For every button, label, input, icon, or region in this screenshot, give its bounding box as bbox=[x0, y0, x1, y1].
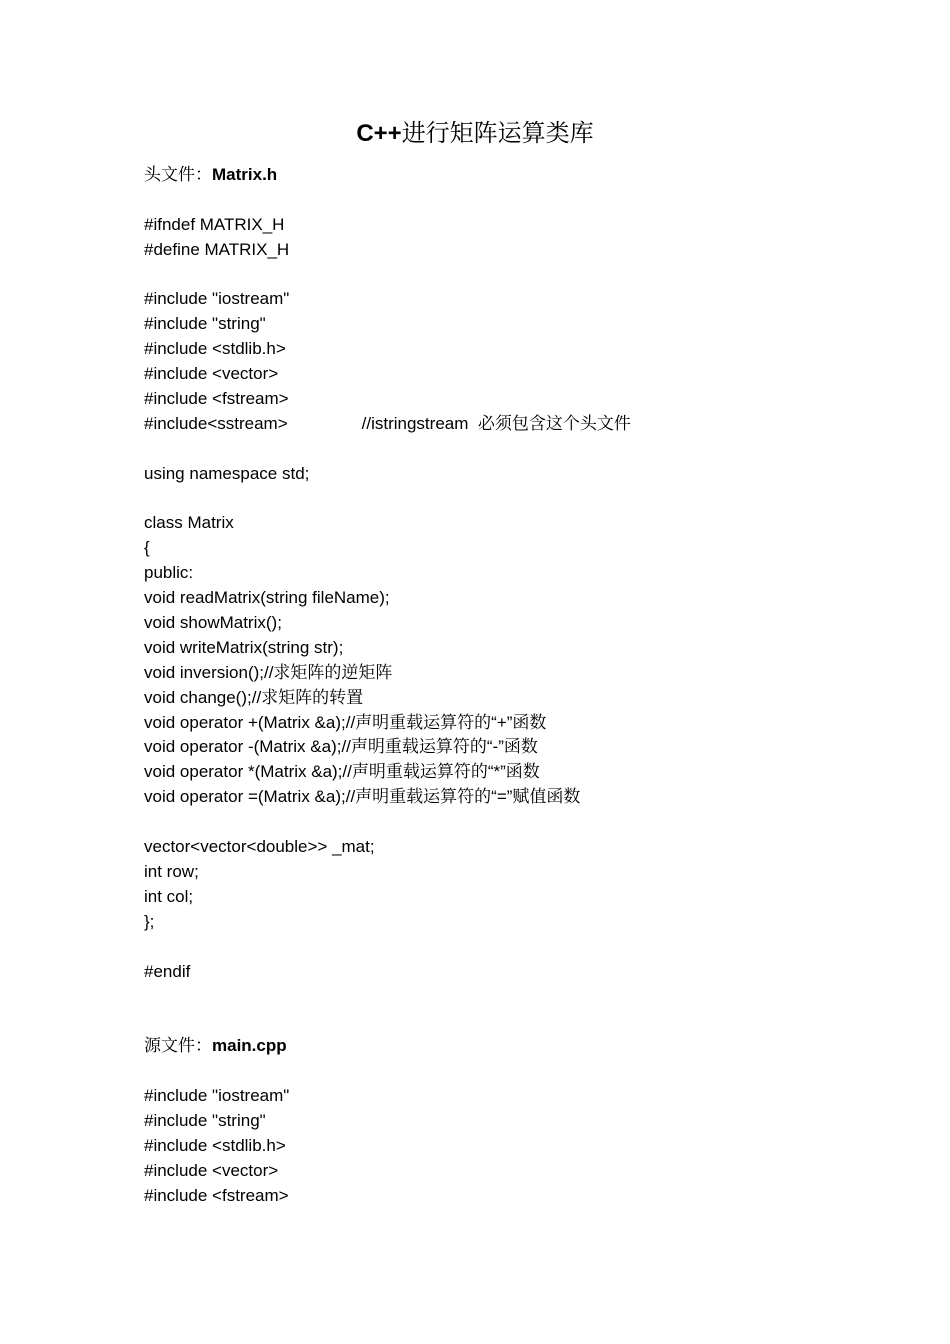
blank-line bbox=[144, 984, 864, 1009]
blank-line bbox=[144, 1009, 864, 1034]
code-line: void operator =(Matrix &a);//声明重载运算符的“=”赋值函数 bbox=[144, 787, 581, 807]
code-line: #include "string" bbox=[144, 314, 266, 334]
header-file-label: 头文件： bbox=[144, 165, 212, 184]
code-line: void operator +(Matrix &a);//声明重载运算符的“+”函数 bbox=[144, 712, 547, 732]
code-line: #include "iostream" bbox=[144, 1085, 290, 1105]
code-line: #include <stdlib.h> bbox=[144, 339, 286, 359]
blank-line bbox=[144, 935, 864, 960]
code-line: #include <vector> bbox=[144, 364, 279, 384]
code-comment: //istringstream 必须包含这个头文件 bbox=[361, 413, 631, 433]
code-line: void writeMatrix(string str); bbox=[144, 637, 344, 657]
code-line bbox=[144, 412, 864, 437]
code-line: class Matrix bbox=[144, 513, 234, 533]
blank-line bbox=[144, 188, 864, 213]
code-line: int row; bbox=[144, 861, 199, 881]
code-line: { bbox=[144, 538, 150, 558]
blank-line bbox=[144, 487, 864, 512]
source-file-heading bbox=[144, 1034, 864, 1059]
title-cjk: 进行矩阵运算类库 bbox=[401, 120, 594, 147]
title-latin: C++ bbox=[356, 120, 402, 147]
source-file-name: main.cpp bbox=[212, 1036, 287, 1056]
code-line: #define MATRIX_H bbox=[144, 239, 290, 259]
code-line: #include <fstream> bbox=[144, 389, 289, 409]
blank-line bbox=[144, 1059, 864, 1084]
code-line: void change();//求矩阵的转置 bbox=[144, 687, 364, 707]
code-line: void showMatrix(); bbox=[144, 613, 282, 633]
code-line: public: bbox=[144, 563, 194, 583]
code-include-sstream: #include<sstream> bbox=[144, 413, 288, 433]
document-body bbox=[144, 163, 864, 1208]
code-line: vector<vector<double>> _mat; bbox=[144, 837, 375, 857]
code-line: void inversion();//求矩阵的逆矩阵 bbox=[144, 662, 393, 682]
code-line: }; bbox=[144, 911, 155, 931]
source-file-label: 源文件： bbox=[144, 1036, 212, 1056]
code-line: #endif bbox=[144, 961, 191, 981]
code-line: #include <stdlib.h> bbox=[144, 1135, 286, 1155]
code-line: #include "iostream" bbox=[144, 289, 290, 309]
header-file-name: Matrix.h bbox=[212, 165, 278, 184]
code-line: #include "string" bbox=[144, 1110, 266, 1130]
code-line: void operator *(Matrix &a);//声明重载运算符的“*”函数 bbox=[144, 762, 540, 782]
code-line: int col; bbox=[144, 886, 194, 906]
code-line: #include <vector> bbox=[144, 1160, 279, 1180]
code-line: void readMatrix(string fileName); bbox=[144, 588, 390, 608]
blank-line bbox=[144, 810, 864, 835]
code-line: #include <fstream> bbox=[144, 1185, 289, 1205]
code-line: void operator -(Matrix &a);//声明重载运算符的“-”函数 bbox=[144, 737, 538, 757]
blank-line bbox=[144, 437, 864, 462]
blank-line bbox=[144, 263, 864, 288]
code-line: #ifndef MATRIX_H bbox=[144, 214, 285, 234]
document-title bbox=[0, 114, 950, 154]
header-file-heading bbox=[144, 163, 864, 188]
code-line: using namespace std; bbox=[144, 463, 310, 483]
